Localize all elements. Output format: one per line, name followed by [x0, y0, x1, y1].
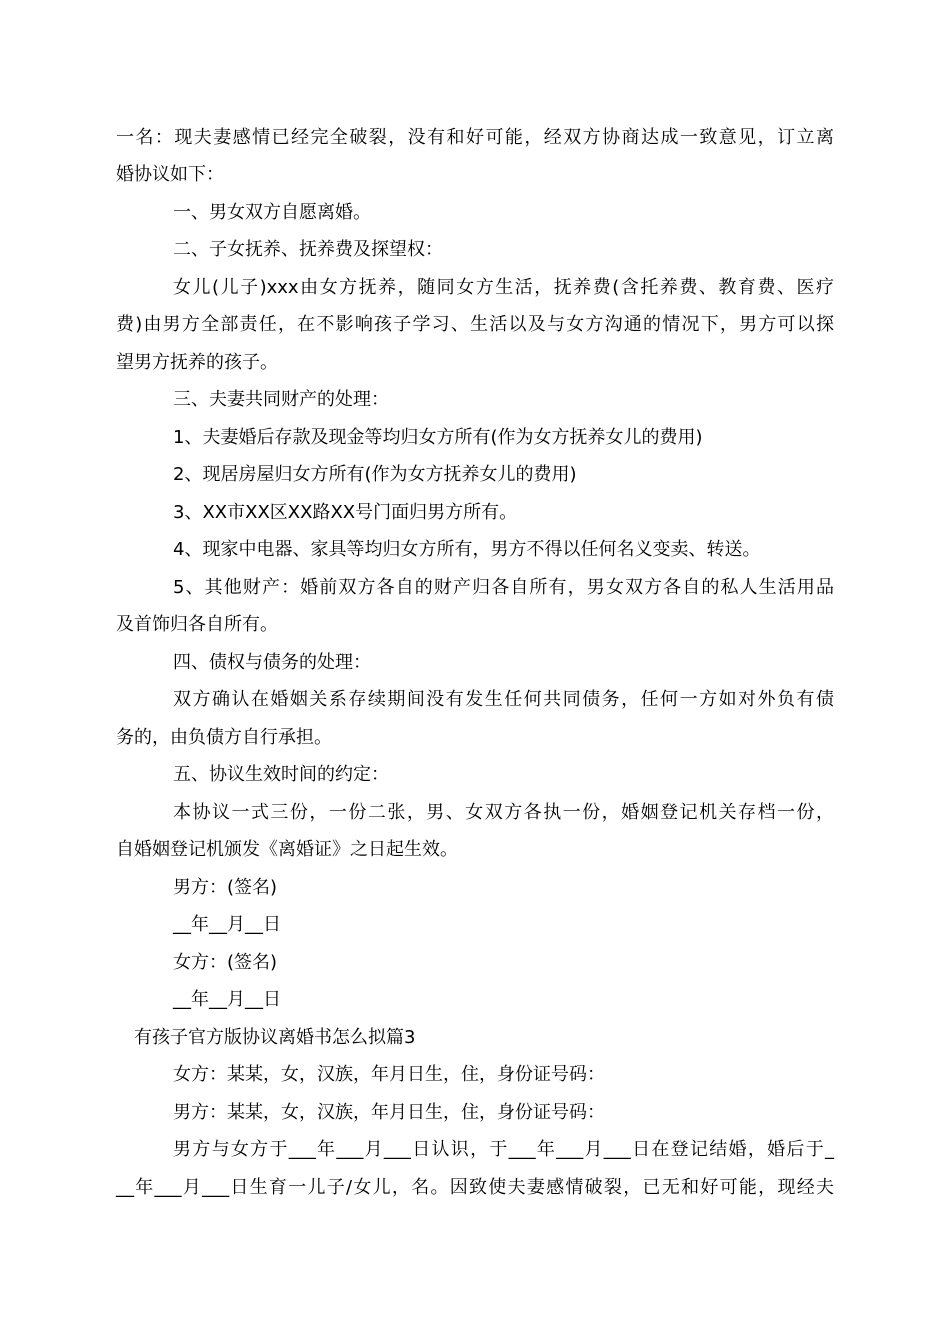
date-line: __年__月__日	[173, 989, 281, 1010]
paragraph-line: 双方确认在婚姻关系存续期间没有发生任何共同债务，任何一方如对外负有债	[173, 689, 834, 710]
section-heading: 一、男女双方自愿离婚。	[173, 202, 371, 223]
paragraph-line: 婚协议如下：	[116, 164, 224, 185]
signature-line: 男方：(签名)	[173, 877, 278, 898]
paragraph-line: 男方与女方于___年___月___日认识，于___年___月___日在登记结婚，婚后于_	[173, 1139, 834, 1160]
date-line: __年__月__日	[173, 914, 281, 935]
list-item: 2、现居房屋归女方所有(作为女方抚养女儿的费用)	[173, 464, 577, 485]
paragraph-line: 自婚姻登记机颁发《离婚证》之日起生效。	[116, 839, 458, 860]
section-heading: 五、协议生效时间的约定：	[173, 764, 389, 785]
signature-line: 女方：(签名)	[173, 952, 278, 973]
party-info-line: 女方：某某，女，汉族，年月日生，住，身份证号码：	[173, 1064, 605, 1085]
paragraph-line: __年___月___日生育一儿子/女儿，名。因致使夫妻感情破裂，已无和好可能，现经夫	[116, 1177, 834, 1198]
paragraph-line: 费)由男方全部责任，在不影响孩子学习、生活以及与女方沟通的情况下，男方可以探	[116, 314, 834, 335]
section-heading: 三、夫妻共同财产的处理：	[173, 389, 389, 410]
paragraph-line: 一名：现夫妻感情已经完全破裂，没有和好可能，经双方协商达成一致意见，订立离	[116, 127, 834, 148]
article-title: 有孩子官方版协议离婚书怎么拟篇3	[134, 1027, 416, 1048]
section-heading: 二、子女抚养、抚养费及探望权：	[173, 239, 443, 260]
list-item: 4、现家中电器、家具等均归女方所有，男方不得以任何名义变卖、转送。	[173, 539, 761, 560]
paragraph-line: 务的，由负债方自行承担。	[116, 727, 332, 748]
party-info-line: 男方：某某，女，汉族，年月日生，住，身份证号码：	[173, 1102, 605, 1123]
section-heading: 四、债权与债务的处理：	[173, 652, 371, 673]
paragraph-line: 女儿(儿子)xxx由女方抚养，随同女方生活，抚养费(含托养费、教育费、医疗	[173, 277, 834, 298]
paragraph-line: 望男方抚养的孩子。	[116, 352, 278, 373]
list-item: 3、XX市XX区XX路XX号门面归男方所有。	[173, 502, 518, 523]
list-item: 1、夫妻婚后存款及现金等均归女方所有(作为女方抚养女儿的费用)	[173, 427, 703, 448]
list-item: 5、其他财产：婚前双方各自的财产归各自所有，男女双方各自的私人生活用品	[173, 577, 834, 598]
paragraph-line: 本协议一式三份，一份二张，男、女双方各执一份，婚姻登记机关存档一份，	[173, 802, 834, 823]
paragraph-line: 及首饰归各自所有。	[116, 614, 278, 635]
